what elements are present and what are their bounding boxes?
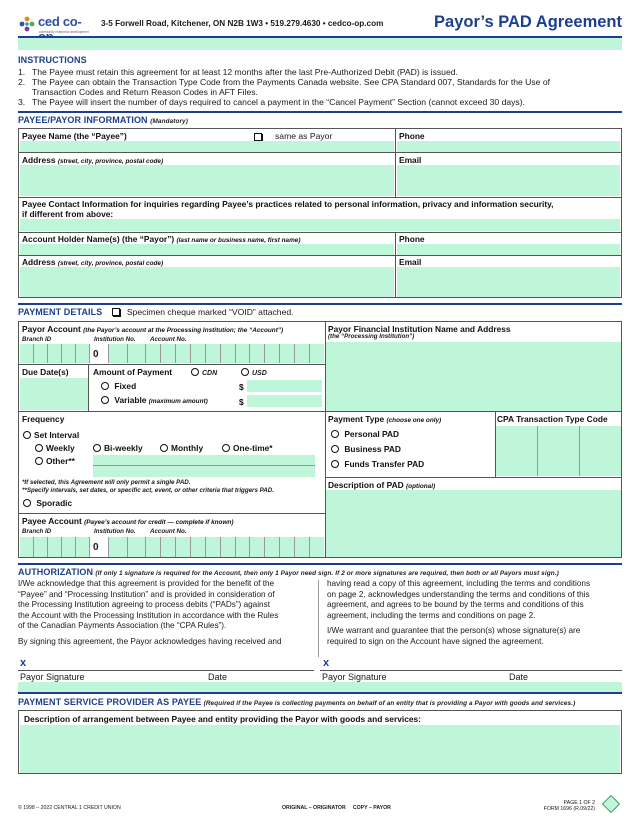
same-as-payor-checkbox[interactable] [254,133,262,141]
sporadic-option[interactable]: Sporadic [23,498,72,508]
instruction-item: The Payee must retain this agreement for at least 12 months after the last Pre-Authorized Debit (PAD) is issued. [32,67,458,77]
fi-name-label: Payor Financial Institution Name and Address [328,324,511,334]
account-holder-field[interactable] [20,244,394,255]
onetime-option[interactable]: One-time* [222,443,273,453]
variable-dollar-sign: $ [239,397,244,407]
payee-branch-field[interactable] [20,537,90,557]
variable-amount-field[interactable] [247,395,322,407]
footer-page: PAGE 1 OF 2 [563,800,595,806]
personal-pad-option[interactable]: Personal PAD [331,429,399,439]
payee-contact-label: Payee Contact Information for inquiries regarding Payee’s practices related to personal information, privacy and information security, if different from above: [22,199,554,219]
payor-phone-label: Phone [399,234,425,244]
set-interval-option[interactable]: Set Interval [23,430,79,440]
usd-option[interactable]: USD [241,368,267,377]
logo-subtext: community enterprise development [39,30,89,34]
biweekly-option[interactable]: Bi-weekly [93,443,143,453]
payee-address-field[interactable] [20,165,394,196]
cdn-option[interactable]: CDN [191,368,217,377]
authorization-divider [318,580,319,657]
payee-address-label: Address (street, city, province, postal code) [22,155,164,165]
payee-account-fields [20,537,324,557]
psp-heading: PAYMENT SERVICE PROVIDER AS PAYEE (Required if the Payee is collecting payments on behalf of an entity that is providing a Payor with goods and services.) [18,697,576,707]
payor-email-label: Email [399,257,422,267]
psp-description-field[interactable] [20,725,620,773]
specimen-checkbox[interactable] [112,308,120,316]
payor-account-fields [20,344,324,363]
cpa-code-label: CPA Transaction Type Code [497,414,608,424]
fi-name-field[interactable] [326,342,621,411]
payee-email-field[interactable] [397,165,620,196]
note-single: *If selected, this Agreement will only permit a single PAD. [22,479,191,486]
funds-transfer-option[interactable]: Funds Transfer PAD [331,459,424,469]
instruction-item: The Payee can obtain the Transaction Type Code from the Payments Canada website. See CPA Standard 007, Standards for the Use of [32,77,551,87]
payee-account-no-field[interactable] [146,537,324,557]
payor-phone-field[interactable] [397,244,620,255]
payor-institution-field[interactable]: 0 [90,344,146,363]
description-pad-label: Description of PAD (optional) [328,480,436,490]
signature-band[interactable] [18,682,622,692]
payee-institution-label: Institution No. [94,528,136,535]
psp-description-label: Description of arrangement between Payee and entity providing the Payor with goods and services: [24,714,421,724]
page-title: Payor’s PAD Agreement [434,13,622,31]
fixed-amount-field[interactable] [247,380,322,392]
payor-branch-field[interactable] [20,344,90,363]
fi-name-note: (the “Processing Institution”) [328,333,415,340]
footer-copyright: © 1998 – 2022 CENTRAL 1 CREDIT UNION [18,805,121,811]
header-address: 3-5 Forwell Road, Kitchener, ON N2B 1W3 • 519.279.4630 • cedco-op.com [101,19,384,28]
account-holder-label: Account Holder Name(s) (the “Payor”) (last name or business name, first name) [22,234,301,244]
payee-payor-box [18,128,622,298]
payor-address-field[interactable] [20,267,394,297]
account-no-label: Account No. [150,336,187,343]
payee-email-label: Email [399,155,422,165]
date-label-2: Date [509,672,529,682]
payor-signature-label-1: Payor Signature [20,672,85,682]
variable-option[interactable]: Variable (maximum amount) [101,395,208,405]
logo-text: ced co- [38,14,82,29]
instruction-item: Transaction Codes and Return Reason Codes in AFT Files. [32,87,258,97]
specimen-label: Specimen cheque marked “VOID” attached. [126,307,294,317]
logo-dots-icon [18,15,36,33]
section-rule [18,563,622,565]
authorization-right-text: having read a copy of this agreement, including the terms and conditions on page 2, acknowledges understanding the terms and conditions of this agreement, and agrees to be bound by the terms and conditions of this agreement, including the terms and conditions on page 2. I/We warrant and guarantee that the person(s) whose signature(s) are required to sign on the Account have signed the agreement. [327,579,591,646]
instructions-list: 1. The Payee must retain this agreement for at least 12 months after the last Pre-Authorized Debit (PAD) is issued. 2. The Payee can obtain the Transaction Type Code from the Payments Canada website. See CPA Standard 007, Standards for the Use of Transaction Codes and Return Reason Codes in AFT Files. 3. The Payee will insert the number of days required to cancel a payment in the “Cancel Payment” Section (cannot exceed 30 days). [18,67,551,107]
sign-mark-1: x [20,657,27,669]
instruction-item: The Payee will insert the number of days required to cancel a payment in the “Cancel Payment” Section (cannot exceed 30 days). [32,97,525,107]
payor-signature-label-2: Payor Signature [322,672,387,682]
fixed-dollar-sign: $ [239,382,244,392]
due-dates-label: Due Date(s) [22,367,69,377]
footer-copies: ORIGINAL – ORIGINATOR COPY – PAYOR [282,805,391,811]
payee-phone-label: Phone [399,131,425,141]
payor-account-no-field[interactable] [146,344,324,363]
institution-label: Institution No. [94,336,136,343]
section-rule [18,692,622,694]
frequency-label: Frequency [22,414,65,424]
payee-phone-field[interactable] [397,141,620,152]
payor-address-label: Address (street, city, province, postal code) [22,257,164,267]
other-field[interactable] [93,455,315,466]
other-option[interactable]: Other** [35,456,75,466]
authorization-left-text: I/We acknowledge that this agreement is provided for the benefit of the “Payee” and “Processing Institution” and is provided in consideration of the Processing Institution agreeing to process debits (“PADs”) against the Account with the Processing Institution in accordance with the Rules of the Canadian Payments Association (the “CPA Rules”). By signing this agreement, the Payor acknowledges having received and [18,579,282,646]
payee-branch-label: Branch ID [22,528,52,535]
payment-type-label: Payment Type (choose one only) [328,414,442,424]
payee-institution-field[interactable]: 0 [90,537,146,557]
date-label-1: Date [208,672,228,682]
instructions-heading: INSTRUCTIONS [18,55,87,65]
weekly-option[interactable]: Weekly [35,443,75,453]
cpa-code-field[interactable] [496,426,621,476]
payee-contact-field[interactable] [20,219,620,231]
header-band [18,38,622,50]
footer-form: FORM 1696 (R.09/22) [543,806,595,812]
logo [18,12,88,38]
footer-seal-icon [602,795,620,813]
payee-account-label: Payee Account (Payee’s account for credit — complete if known) [22,516,234,526]
sign-mark-2: x [323,657,330,669]
payor-account-label: Payor Account (the Payor’s account at the Processing Institution; the “Account”) [22,324,284,334]
payee-account-no-label: Account No. [150,528,187,535]
payor-email-field[interactable] [397,267,620,297]
section-rule [18,303,622,305]
amount-label: Amount of Payment [93,367,173,377]
other-field-2[interactable] [93,466,315,477]
monthly-option[interactable]: Monthly [160,443,203,453]
payment-details-heading: PAYMENT DETAILS Specimen cheque marked “VOID” attached. [18,307,294,317]
due-dates-field[interactable] [20,378,88,410]
branch-id-label: Branch ID [22,336,52,343]
payment-details-box [18,321,622,558]
fixed-option[interactable]: Fixed [101,381,136,391]
same-as-payor-label: same as Payor [275,131,333,141]
section-rule [18,111,622,113]
business-pad-option[interactable]: Business PAD [331,444,401,454]
payee-payor-heading: PAYEE/PAYOR INFORMATION (Mandatory) [18,115,188,125]
payee-name-label: Payee Name (the “Payee”) [22,131,127,141]
description-pad-field[interactable] [326,490,621,557]
payee-name-field[interactable] [20,141,394,152]
psp-box [18,710,622,774]
authorization-heading: AUTHORIZATION (If only 1 signature is required for the Account, then only 1 Payor need sign. If 2 or more signatures are required, then both or all Payors must sign.) [18,567,559,577]
note-other: **Specify intervals, set dates, or specific act, event, or other criteria that triggers PAD. [22,487,274,494]
